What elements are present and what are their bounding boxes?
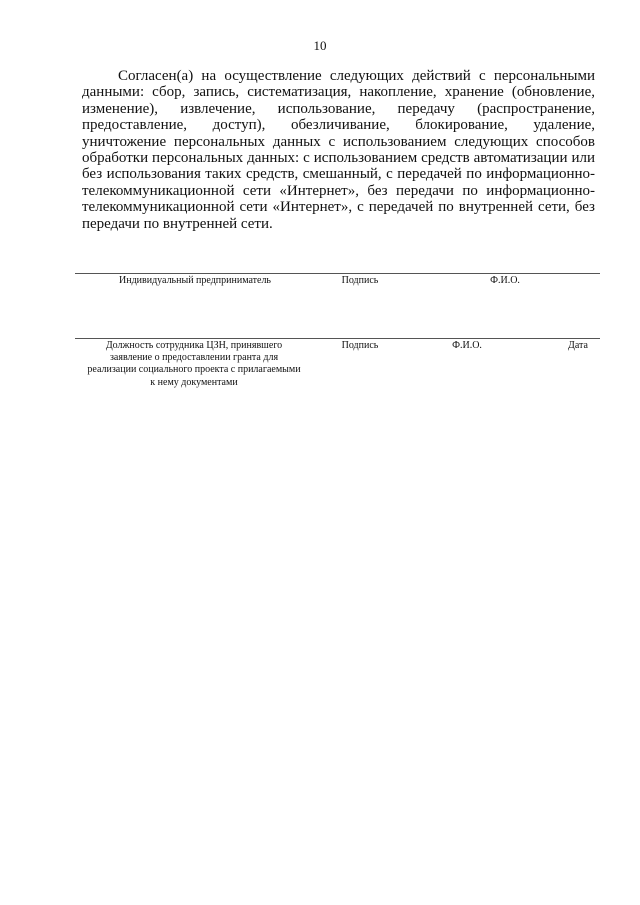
official-position-caption: Должность сотрудника ЦЗН, принявшего заявление о предоставлении гранта для реализации социального проекта с прилагаемыми к нему документами <box>87 340 301 388</box>
signature-line-official <box>75 338 600 339</box>
page-number: 10 <box>313 38 327 53</box>
official-signature-caption: Подпись <box>341 340 379 351</box>
official-fio-caption: Ф.И.О. <box>452 340 482 351</box>
official-date-caption: Дата <box>568 340 588 351</box>
signature-line-entrepreneur <box>75 273 600 274</box>
entrepreneur-caption: Индивидуальный предприниматель <box>119 275 271 286</box>
entrepreneur-signature-caption: Подпись <box>341 275 379 286</box>
consent-paragraph: Согласен(а) на осуществление следующих действий с персональными данными: сбор, запись, систематизация, накопление, хранение (обновление, изменение), извлечение, использование, передачу (распространение, предоставление, доступ), обезличивание, блокирование, удаление, уничтожение персональных данных с использованием следующих способов обработки персональных данных: с использованием средств автоматизации или без использования таких средств, смешанный, с передачей по информационно-телекоммуникационной сети «Интернет», без передачи по информационно-телекоммуникационной сети «Интернет», с передачей по внутренней сети, без передачи по внутренней сети. <box>82 68 595 232</box>
entrepreneur-fio-caption: Ф.И.О. <box>490 275 520 286</box>
